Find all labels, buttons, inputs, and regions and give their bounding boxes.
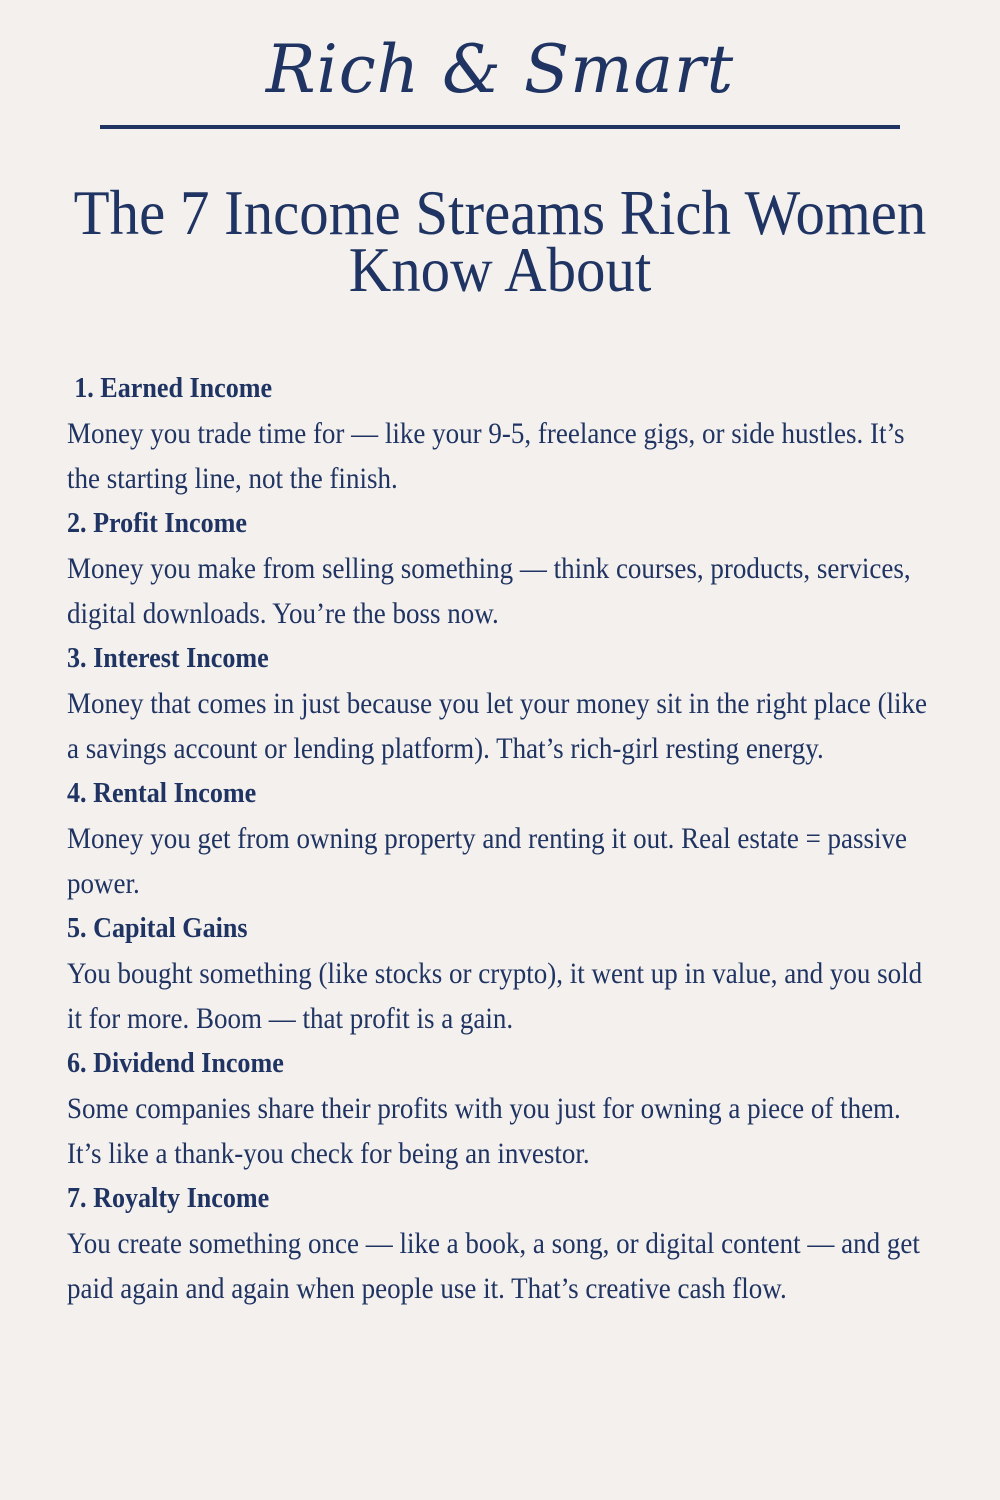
income-stream-title: 3. Interest Income [67,642,269,674]
income-stream-title: 2. Profit Income [67,507,247,539]
income-stream-title: 5. Capital Gains [67,912,248,944]
income-stream-description: Money that comes in just because you let your money sit in the right place (like a savings account or lending platform). That’s rich-girl resting energy. [67,687,928,765]
income-stream-item [67,1041,967,1176]
income-stream-description: You bought something (like stocks or crypto), it went up in value, and you sold it for more. Boom — that profit is a gain. [67,957,923,1035]
income-stream-title: 4. Rental Income [67,777,257,809]
income-stream-title: 7. Royalty Income [67,1182,270,1214]
income-stream-item [67,1176,967,1311]
income-stream-title: 6. Dividend Income [67,1047,284,1079]
income-stream-description: Money you trade time for — like your 9-5, freelance gigs, or side hustles. It’s the starting line, not the finish. [67,417,905,495]
header-divider [100,125,900,129]
brand-logo: Rich & Smart [265,31,735,108]
income-stream-item [67,636,967,771]
income-stream-item [67,366,967,501]
income-stream-item [67,906,967,1041]
income-stream-item [67,771,967,906]
income-stream-description: Some companies share their profits with you just for owning a piece of them. It’s like a thank-you check for being an investor. [67,1092,901,1170]
income-stream-title: 1. Earned Income [74,372,273,404]
income-stream-description: You create something once — like a book, a song, or digital content — and get paid again and again when people use it. That’s creative cash flow. [67,1227,920,1305]
income-stream-description: Money you get from owning property and renting it out. Real estate = passive power. [67,822,908,900]
page-title: The 7 Income Streams Rich Women Know About [73,177,927,305]
income-stream-item [67,501,967,636]
income-stream-list [67,366,967,1311]
income-stream-description: Money you make from selling something — think courses, products, services, digital downloads. You’re the boss now. [67,552,911,630]
